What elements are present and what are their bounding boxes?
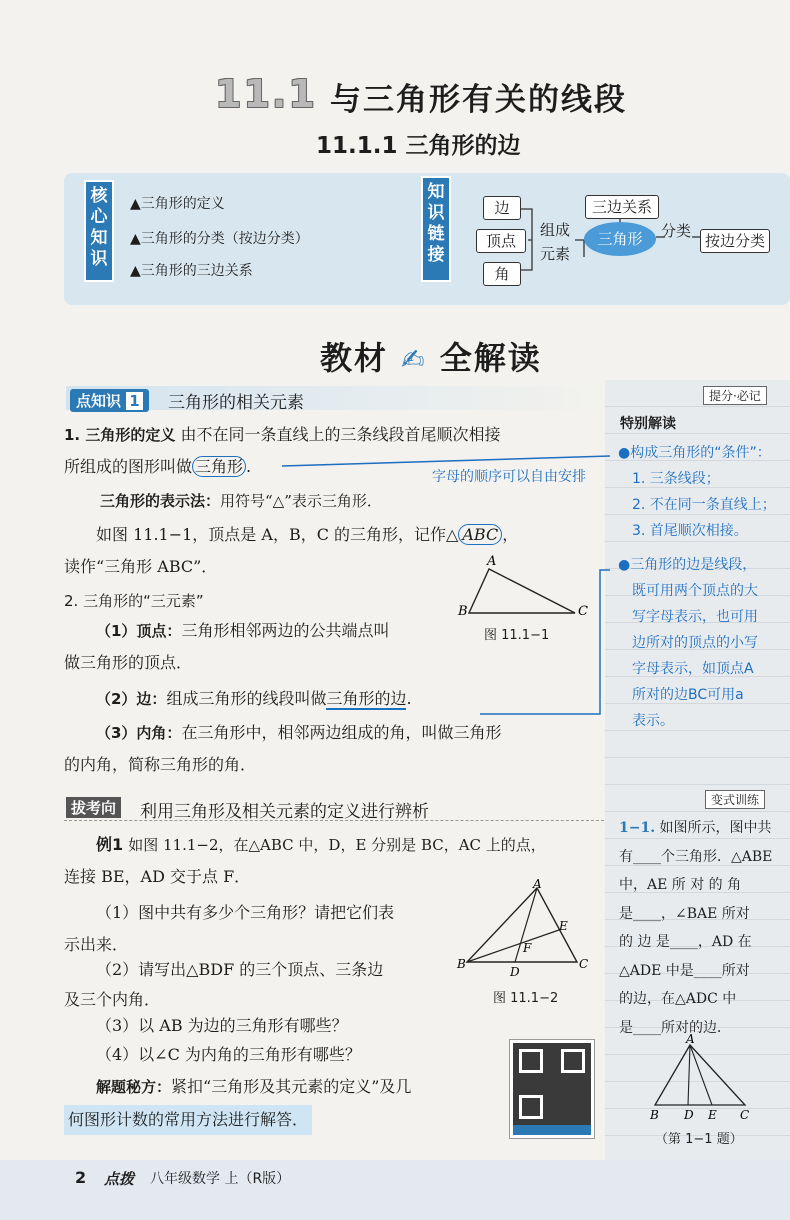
- fig3-label-c: C: [740, 1108, 750, 1122]
- link-compose-label: 组成 元素: [540, 221, 571, 263]
- example-1-line-1: 例1 如图 11.1−2，在△ABC 中，D，E 分别是 BC，AC 上的点，: [96, 835, 546, 854]
- definition-line-2: 所组成的图形叫做 三角形 .: [64, 457, 252, 476]
- tip-memorize-tag: 提分·必记: [703, 386, 767, 405]
- solution-tip-line-1: 解题秘方：紧扣“三角形及其元素的定义”及几: [96, 1077, 412, 1096]
- core-item-3: ▲三角形的三边关系: [130, 263, 253, 279]
- fig2-label-e: E: [559, 919, 568, 933]
- point-tag: 点知识 1: [70, 389, 149, 412]
- question-2-line-1: （2）请写出△BDF 的三个顶点、三条边: [96, 960, 384, 979]
- question-1-line-1: （1）图中共有多少个三角形？请把它们表: [96, 903, 395, 922]
- hand-icon: ✍: [401, 343, 427, 376]
- angle-line-2: 的内角，简称三角形的角．: [64, 755, 257, 774]
- training-exercise: 1−1. 如图所示，图中共 有____个三角形．△ABE 中，AE 所 对 的 角 是____，∠BAE 所对 的 边 是____，AD 在 △ADE 中是____所对 的边，在△ADC 中 是____所对的边．: [619, 820, 773, 1036]
- fig2-label-c: C: [579, 957, 589, 971]
- three-elements-label: 2. 三角形的“三元素”: [64, 592, 204, 610]
- core-item-1: ▲三角形的定义: [130, 196, 225, 212]
- vertex-line-2: 做三角形的顶点．: [64, 653, 193, 672]
- question-4: （4）以∠C 为内角的三角形有哪些？: [96, 1045, 361, 1064]
- fig1-label-b: B: [458, 604, 468, 619]
- special-note-2: ●三角形的边是线段， 既可用两个顶点的大 写字母表示，也可用 边所对的顶点的小写 字母表示，如顶点A 所对的边BC可用a 表示。: [618, 557, 758, 729]
- link-center-triangle: 三角形: [584, 222, 656, 256]
- core-knowledge-tag: 核心知识: [84, 180, 114, 282]
- fig2-label-d: D: [510, 965, 520, 978]
- example-1-line-2: 连接 BE，AD 交于点 F．: [64, 867, 251, 886]
- link-box-vertex: 顶点: [476, 229, 526, 253]
- qr-code[interactable]: [510, 1040, 594, 1138]
- figure-11-2-triangle: [455, 878, 605, 978]
- fig1-label-a: A: [487, 555, 497, 569]
- question-2-line-2: 及三个内角．: [64, 990, 161, 1009]
- special-notes-title: 特别解读: [620, 416, 676, 432]
- knowledge-link-tag: 知识链接: [421, 176, 451, 282]
- section-subtitle: 11.1.1 三角形的边: [316, 133, 521, 159]
- example-line-1: 如图 11.1−1，顶点是 A，B，C 的三角形，记作△ ABC ，: [96, 525, 519, 544]
- representation-line: 三角形的表示法：用符号“△”表示三角形．: [100, 492, 382, 510]
- special-note-1: ●构成三角形的“条件”： 1. 三条线段； 2. 不在同一条直线上； 3. 首尾顺次相接。: [618, 445, 776, 539]
- test-tag: 拔考向: [66, 797, 121, 818]
- fig2-label-b: B: [457, 957, 466, 971]
- vertex-line-1: （1）顶点：三角形相邻两边的公共端点叫: [96, 621, 390, 640]
- question-3: （3）以 AB 为边的三角形有哪些？: [96, 1016, 348, 1035]
- bullet-icon: ●: [618, 445, 631, 461]
- point-title: 三角形的相关元素: [168, 393, 304, 413]
- fig3-label-b: B: [650, 1108, 659, 1122]
- handwritten-note-letters: 字母的顺序可以自由安排: [432, 469, 586, 485]
- side-line: （2）边：组成三角形的线段叫做三角形的边.: [96, 689, 412, 708]
- footer-brand: 点拨: [104, 1170, 135, 1188]
- bullet-icon: ●: [618, 557, 631, 573]
- banner-title: 教材 ✍ 全解读: [320, 339, 542, 377]
- abc-circled: ABC: [458, 524, 502, 545]
- example-line-2: 读作“三角形 ABC”．: [64, 557, 218, 576]
- triangle-term-circled: 三角形: [192, 456, 246, 477]
- angle-line-1: （3）内角：在三角形中，相邻两边组成的角，叫做三角形: [96, 723, 502, 742]
- section-title: 与三角形有关的线段: [330, 82, 627, 118]
- link-classify-label: 分类: [661, 222, 692, 240]
- page-number: 2: [75, 1168, 87, 1187]
- solution-tip-line-2: 何图形计数的常用方法进行解答．: [64, 1105, 312, 1135]
- test-title: 利用三角形及相关元素的定义进行辨析: [140, 802, 429, 822]
- figure-11-1-caption: 图 11.1−1: [484, 628, 550, 643]
- fig2-label-a: A: [533, 878, 542, 891]
- question-1-line-2: 示出来．: [64, 935, 129, 954]
- fig3-label-d: D: [684, 1108, 694, 1122]
- link-box-by-sides: 按边分类: [700, 229, 770, 253]
- figure-1-1-caption: （第 1−1 题）: [655, 1132, 743, 1147]
- fig3-label-e: E: [708, 1108, 717, 1122]
- link-box-side: 边: [483, 196, 521, 220]
- link-box-three-sides: 三边关系: [585, 195, 659, 219]
- annotation-connector-lines: [280, 440, 620, 720]
- figure-1-1-triangle: [640, 1033, 760, 1125]
- section-number: 11.1: [215, 72, 317, 116]
- figure-11-2-caption: 图 11.1−2: [493, 991, 559, 1006]
- fig2-label-f: F: [523, 941, 532, 955]
- core-item-2: ▲三角形的分类（按边分类）: [130, 231, 309, 247]
- definition-line-1: 1. 三角形的定义 由不在同一条直线上的三条线段首尾顺次相接: [64, 425, 501, 444]
- fig3-label-a: A: [686, 1033, 695, 1046]
- fig1-label-c: C: [578, 604, 588, 619]
- link-box-angle: 角: [483, 262, 521, 286]
- footer-book-title: 八年级数学 上（R版）: [150, 1171, 291, 1187]
- variant-training-tag: 变式训练: [705, 790, 765, 809]
